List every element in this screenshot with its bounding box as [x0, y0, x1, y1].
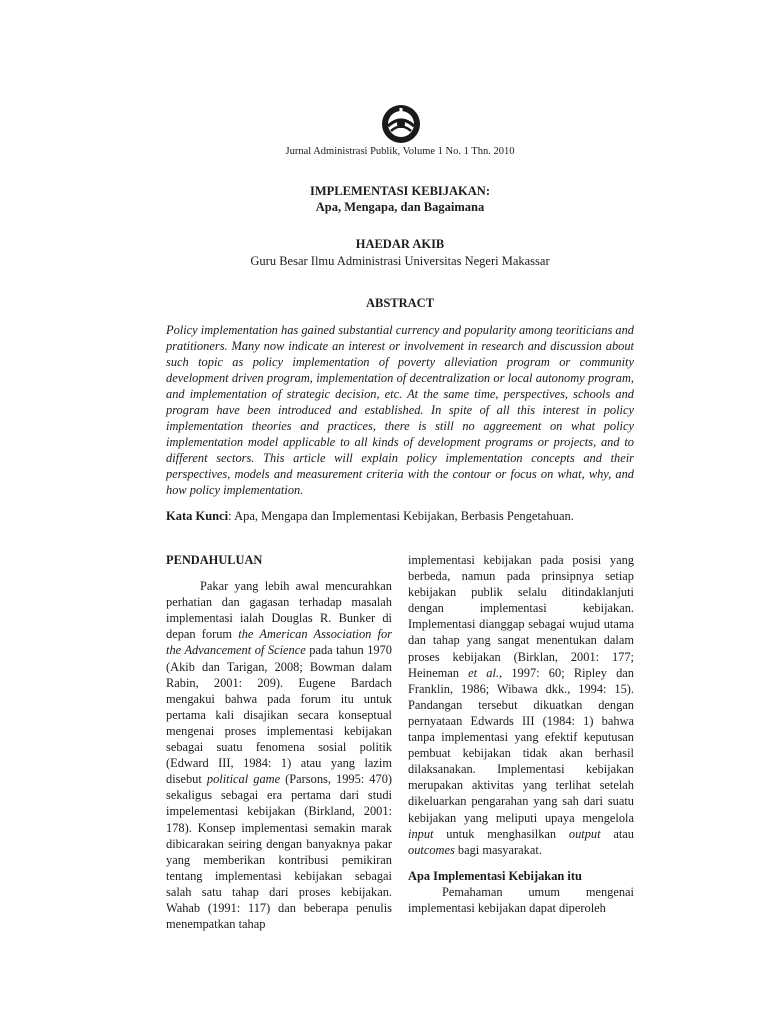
title-main: IMPLEMENTASI KEBIJAKAN:: [310, 184, 490, 198]
paragraph-continued: [408, 552, 634, 858]
abstract-heading: ABSTRACT: [365, 296, 435, 310]
abstract-text: Policy implementation has gained substantial currency and popularity among teoriticians and pratitioners. Many now indicate an interest or involvement in research and discussion about such topic as policy implementation of poverty alleviation program or community development driven program, implementation of decentralization or local autonomy program, and implementation of strategic decision, etc. At the same time, perspectives, schools and program have been introduced and established. In spite of all this interest in policy implementation theories and practices, there is still no aggreement on what policy implementation model applicable to all kinds of development programs or projects, and to different sectors. This article will explain policy implementation concepts and their perspectives, models and measurement criteria with the contour or focus on what, why, and how policy implementation.: [166, 323, 634, 497]
journal-citation: Jurnal Administrasi Publik, Volume 1 No. 1 Thn. 2010: [285, 146, 515, 157]
text-run-italic: the American Association for the Advancement of Science: [166, 627, 392, 658]
text-run: , 1997: 60; Ripley dan Franklin, 1986; Wibawa dkk., 1994: 15). Pandangan tersebut dikuatkan dengan pernyataan Edwards III (1984: 1) bahwa tanpa implementasi yang efektif keputusan pembuat kebijakan tidak akan berhasil dilaksanakan. Implementasi kebijakan merupakan aktivitas yang terlihat setelah dikeluarkan pengarahan yang sah dari suatu kebijakan yang meliputi upaya mengelola: [408, 665, 635, 825]
paragraph-apa-implementasi: Pemahaman umum mengenai implementasi kebijakan dapat diperoleh: [408, 884, 634, 915]
text-run: implementasi kebijakan pada posisi yang berbeda, namun pada prinsipnya setiap kebijakan publik selalu ditindaklanjuti dengan implementasi kebijakan. Implementasi dianggap sebagai wujud utama dan tahap yang sangat menentukan dalam proses kebijakan (Birklan, 2001: 177; Heineman: [408, 553, 634, 680]
text-run-italic: input: [408, 826, 434, 841]
text-run-italic: outcomes: [408, 842, 455, 857]
article-title: [0, 183, 768, 215]
author-name: HAEDAR AKIB: [355, 237, 445, 251]
text-run: atau: [600, 826, 634, 841]
author-affiliation: Guru Besar Ilmu Administrasi Universitas Negeri Makassar: [250, 254, 550, 268]
text-run-italic: political game: [206, 772, 281, 787]
text-run: untuk menghasilkan: [433, 826, 569, 841]
text-run: pada tahun 1970 (Akib dan Tarigan, 2008; Bowman dalam Rabin, 2001: 209). Eugene Bardach mengakui bahwa pada forum itu untuk pertama kali disajikan secara konseptual mengenai proses implementasi kebijakan sebagai suatu fenomena sosial politik (Edward III, 1984: 1) atau yang lazim disebut: [166, 643, 392, 787]
university-logo-icon: [381, 104, 421, 144]
left-column: [166, 552, 392, 932]
keywords: [166, 509, 634, 524]
text-run: Pakar yang lebih awal mencurahkan perhatian dan gagasan terhadap masalah implementasi ialah Douglas R. Bunker di depan forum: [166, 579, 392, 642]
keywords-label: Kata Kunci: [166, 509, 229, 523]
paragraph-intro: [166, 578, 392, 932]
title-subtitle: Apa, Mengapa, dan Bagaimana: [315, 200, 485, 214]
keywords-text: : Apa, Mengapa dan Implementasi Kebijakan, Berbasis Pengetahuan.: [228, 509, 574, 523]
text-run-italic: et al.: [468, 665, 500, 680]
text-run: (Parsons, 1995: 470) sekaligus sebagai era pertama dari studi impelementasi kebijakan (Birkland, 2001: 178). Konsep implementasi semakin marak dibicarakan seiring dengan banyaknya pakar yang memberikan kontribusi pemikiran tentang implementasi kebijakan sebagai salah satu tahap dari proses kebijakan. Wahab (1991: 117) dan beberapa penulis menempatkan tahap: [166, 772, 393, 932]
right-column: [408, 552, 634, 916]
section-heading-pendahuluan: PENDAHULUAN: [166, 553, 263, 567]
text-run: bagi masyarakat.: [454, 842, 542, 857]
section-heading-apa-implementasi: Apa Implementasi Kebijakan itu: [408, 868, 582, 883]
text-run-italic: output: [568, 826, 601, 841]
